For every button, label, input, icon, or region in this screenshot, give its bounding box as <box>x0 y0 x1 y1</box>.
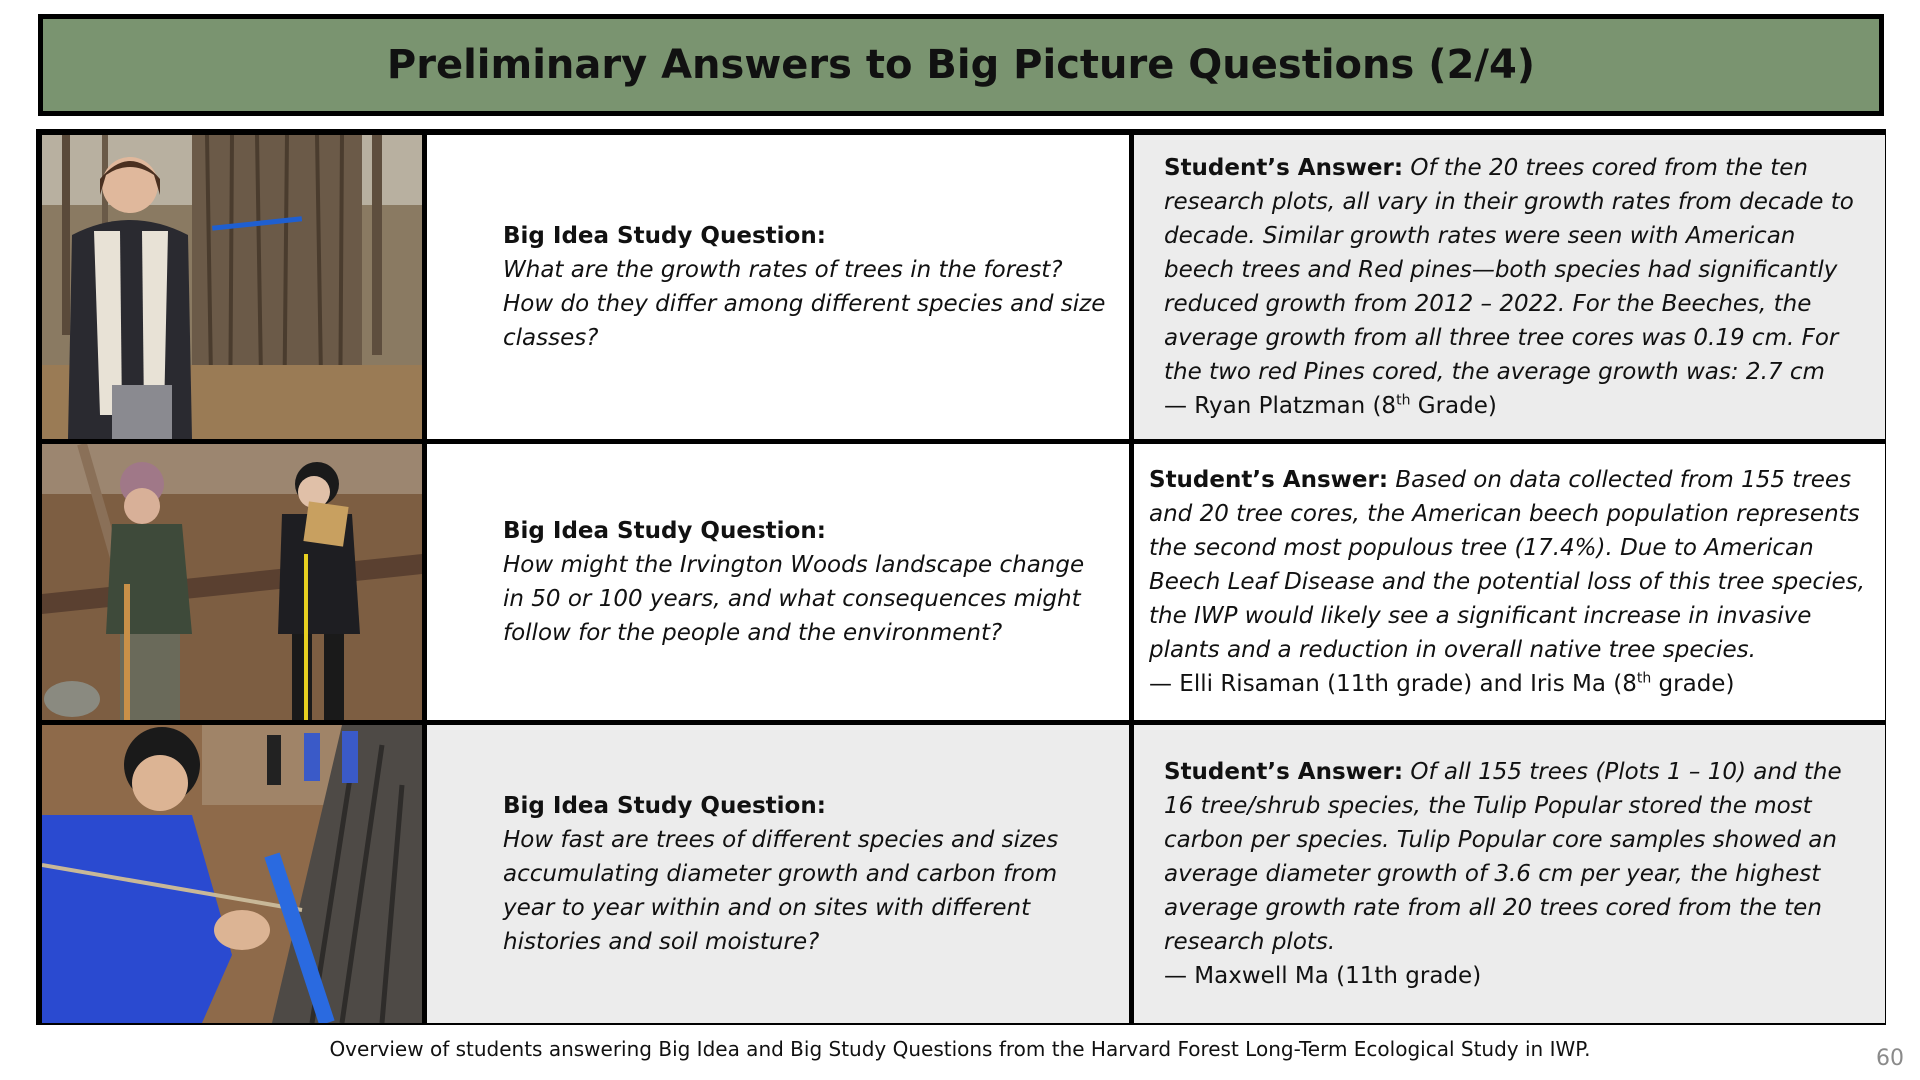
author-superscript: th <box>1396 392 1411 409</box>
author-superscript: th <box>1636 670 1652 687</box>
student-coring-tree-photo-icon <box>42 135 422 439</box>
student-extracting-core-photo-icon <box>42 725 422 1023</box>
answer-author <box>1149 667 1867 701</box>
answer-cell-3 <box>1134 725 1885 1023</box>
author-name: — Ryan Platzman (8 <box>1164 393 1397 419</box>
answer-cell-2 <box>1134 444 1885 720</box>
slide-title: Preliminary Answers to Big Picture Questions (2/4) <box>386 42 1536 88</box>
student-photo-2 <box>42 444 422 720</box>
answer-label: Student’s Answer: <box>1149 467 1389 493</box>
student-photo-1 <box>42 135 422 439</box>
answer-text: Based on data collected from 155 trees and 20 tree cores, the American beech population represents the second most populous tree (17.4%). Due to American Beech Leaf Disease and the potential loss of this tree species, the IWP would likely see a significant increase in invasive plants and a reduction in overall native tree species. <box>1149 467 1865 663</box>
answer-label: Student’s Answer: <box>1164 759 1404 785</box>
question-text: What are the growth rates of trees in the forest? How do they differ among different species and size classes? <box>503 257 1106 351</box>
question-label: Big Idea Study Question: <box>503 793 826 819</box>
author-suffix: grade) <box>1651 671 1735 697</box>
question-label: Big Idea Study Question: <box>503 223 826 249</box>
question-cell-2 <box>427 444 1129 720</box>
question-cell-1 <box>427 135 1129 439</box>
question-text: How fast are trees of different species and sizes accumulating diameter growth and carbon from year to year within and on sites with different histories and soil moisture? <box>503 827 1059 955</box>
answer-cell-1 <box>1134 135 1885 439</box>
answer-author <box>1164 389 1867 423</box>
question-label: Big Idea Study Question: <box>503 518 826 544</box>
title-banner <box>38 14 1884 116</box>
slide-caption: Overview of students answering Big Idea and Big Study Questions from the Harvard Forest Long-Term Ecological Study in IWP. <box>329 1037 1591 1061</box>
author-name: — Elli Risaman (11th grade) and Iris Ma (8 <box>1149 671 1637 697</box>
page-number: 60 <box>1876 1046 1904 1071</box>
answer-label: Student’s Answer: <box>1164 155 1404 181</box>
question-text: How might the Irvington Woods landscape change in 50 or 100 years, and what consequences might follow for the people and the environment? <box>503 552 1085 646</box>
answer-author <box>1164 959 1867 993</box>
students-measuring-trees-photo-icon <box>42 444 422 720</box>
author-name: — Maxwell Ma (11th grade) <box>1164 963 1482 989</box>
questions-table <box>36 129 1886 1025</box>
question-cell-3 <box>427 725 1129 1023</box>
student-photo-3 <box>42 725 422 1023</box>
answer-text: Of the 20 trees cored from the ten research plots, all vary in their growth rates from decade to decade. Similar growth rates were seen with American beech trees and Red pines—both species had significantly reduced growth from 2012 – 2022. For the Beeches, the average growth from all three tree cores was 0.19 cm. For the two red Pines cored, the average growth was: 2.7 cm <box>1164 155 1854 385</box>
author-suffix: Grade) <box>1410 393 1497 419</box>
answer-text: Of all 155 trees (Plots 1 – 10) and the 16 tree/shrub species, the Tulip Popular stored the most carbon per species. Tulip Popular core samples showed an average diameter growth of 3.6 cm per year, the highest average growth rate from all 20 trees cored from the ten research plots. <box>1164 759 1842 955</box>
